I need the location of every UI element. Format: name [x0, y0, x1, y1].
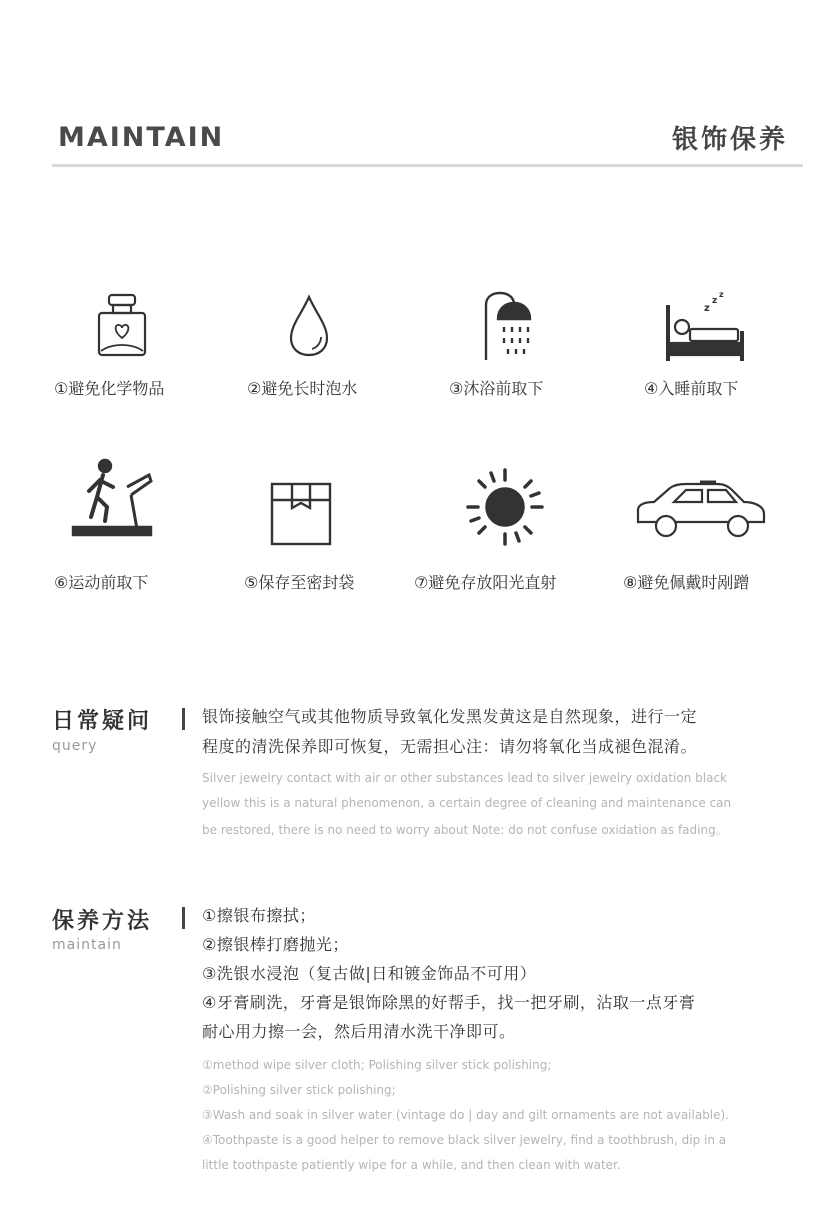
icon-label-avoid-chemicals: ①避免化学物品 [54, 379, 165, 398]
query-section-divider [182, 708, 185, 730]
icon-label-avoid-sunlight: ⑦避免存放阳光直射 [414, 573, 557, 592]
box-icon [256, 470, 346, 560]
treadmill-runner-icon [67, 455, 157, 545]
icon-label-avoid-scratches: ⑧避免佩戴时剐蹭 [623, 573, 750, 592]
icon-label-store-sealed-bag: ⑤保存至密封袋 [244, 573, 355, 592]
maintain-cn-line: ①擦银布擦拭； [202, 906, 316, 925]
water-drop-icon [264, 285, 354, 375]
maintain-cn-line: 耐心用力擦一会，然后用清水洗干净即可。 [202, 1022, 516, 1041]
maintain-cn-line: ②擦银棒打磨抛光； [202, 935, 349, 954]
query-section-subtitle: query [52, 738, 98, 754]
svg-text:z: z [704, 303, 710, 314]
sleeping-in-bed-icon [660, 285, 750, 375]
maintain-cn-line: ④牙膏刷洗，牙膏是银饰除黑的好帮手，找一把牙刷，沾取一点牙膏 [202, 993, 696, 1012]
car-icon [630, 470, 770, 550]
icon-label-remove-before-exercise: ⑥运动前取下 [54, 573, 149, 592]
maintain-en-line: ②Polishing silver stick polishing; [202, 1083, 396, 1097]
maintain-en-line: little toothpaste patiently wipe for a while, and then clean with water. [202, 1158, 621, 1172]
sun-icon [460, 462, 550, 552]
maintain-en-line: ①method wipe silver cloth; Polishing silver stick polishing; [202, 1058, 552, 1072]
page-title-en: MAINTAIN [58, 122, 225, 153]
maintain-section-divider [182, 907, 185, 929]
query-en-line: be restored, there is no need to worry about Note: do not confuse oxidation as fading。 [202, 823, 728, 837]
query-cn-line: 程度的清洗保养即可恢复，无需担心注：请勿将氧化当成褪色混淆。 [202, 737, 698, 756]
maintain-cn-line: ③洗银水浸泡（复古做|日和镀金饰品不可用） [202, 964, 537, 983]
icon-label-remove-before-sleep: ④入睡前取下 [644, 379, 739, 398]
header-divider [52, 164, 803, 167]
page-title-cn: 银饰保养 [671, 125, 788, 155]
query-en-line: Silver jewelry contact with air or other substances lead to silver jewelry oxidation black [202, 771, 727, 785]
icon-label-avoid-soaking: ②避免长时泡水 [247, 379, 358, 398]
query-section-title: 日常疑问 [52, 709, 153, 734]
maintain-section-title: 保养方法 [52, 909, 153, 934]
svg-text:z: z [719, 290, 724, 299]
query-en-line: yellow this is a natural phenomenon, a certain degree of cleaning and maintenance can [202, 796, 732, 810]
shower-icon [468, 285, 558, 375]
maintain-en-line: ③Wash and soak in silver water (vintage do | day and gilt ornaments are not available). [202, 1108, 730, 1122]
query-cn-line: 银饰接触空气或其他物质导致氧化发黑发黄这是自然现象，进行一定 [202, 707, 698, 726]
perfume-bottle-icon [77, 285, 167, 375]
maintain-en-line: ④Toothpaste is a good helper to remove black silver jewelry, find a toothbrush, dip in a [202, 1133, 727, 1147]
icon-label-remove-before-shower: ③沐浴前取下 [449, 379, 544, 398]
svg-text:z: z [712, 296, 718, 306]
maintain-section-subtitle: maintain [52, 937, 122, 953]
